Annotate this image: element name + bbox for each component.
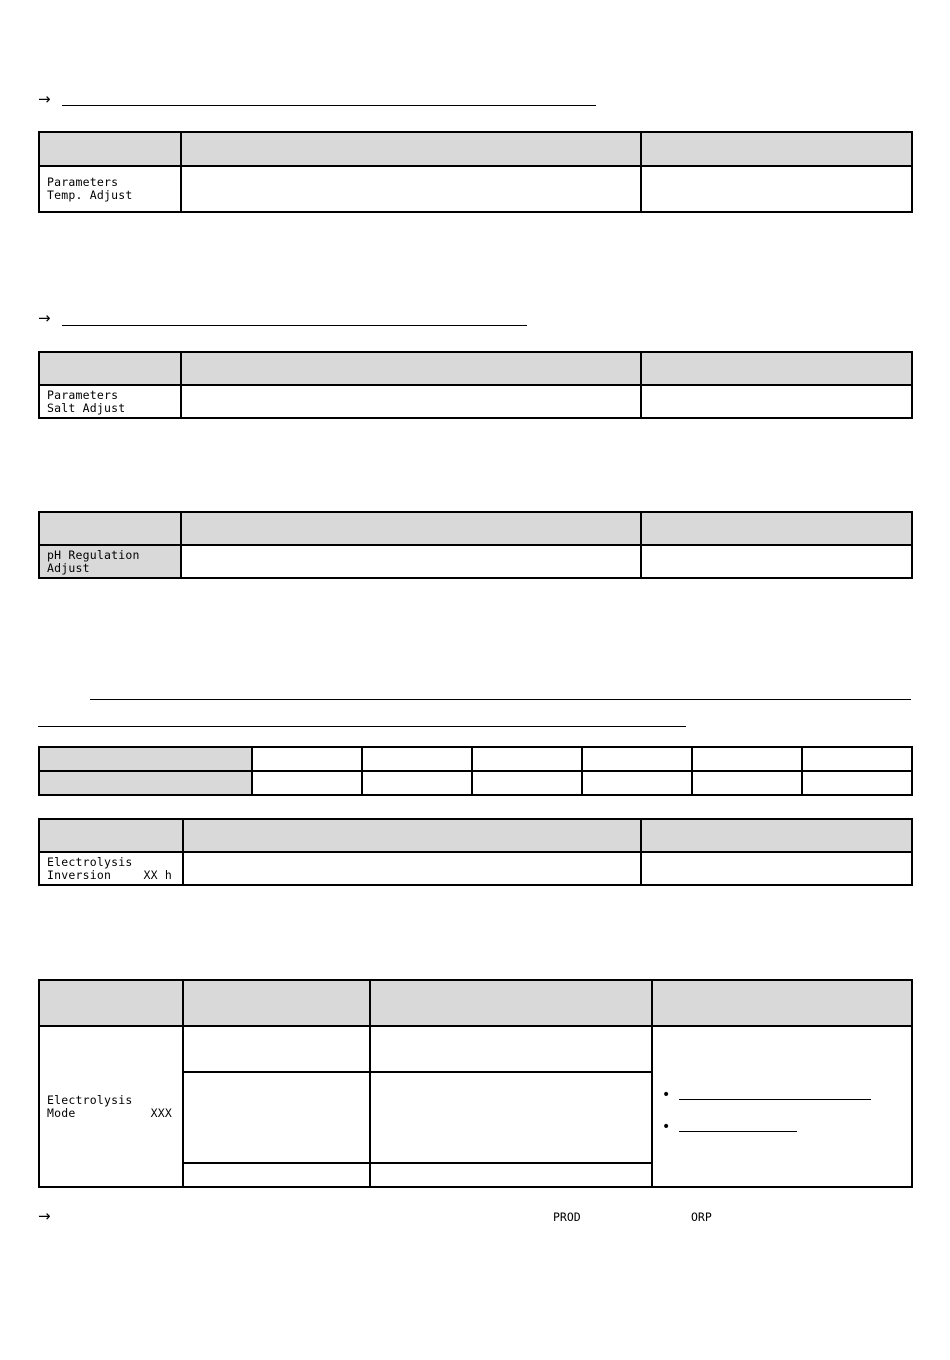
description-cell xyxy=(181,385,641,418)
header-cell xyxy=(641,352,912,385)
menu-table-inversion xyxy=(38,818,913,886)
notes-cell xyxy=(652,1026,912,1187)
lcd-line: Parameters xyxy=(47,387,119,402)
lcd-line: Parameters xyxy=(47,175,119,189)
menu-table-ph xyxy=(38,511,913,579)
mode-description-cell xyxy=(370,1026,652,1072)
lcd-display-cell xyxy=(39,545,181,578)
lcd-line: pH Regulation xyxy=(47,547,140,562)
bullet-icon: • xyxy=(662,1087,671,1103)
arrow-icon: → xyxy=(38,309,51,327)
lcd-line: Adjust xyxy=(47,560,90,575)
header-cell xyxy=(641,819,912,852)
header-cell xyxy=(39,819,183,852)
grid-cell xyxy=(582,747,692,771)
menu-table-mode xyxy=(38,979,913,1188)
header-cell xyxy=(183,980,370,1026)
lcd-line xyxy=(40,1107,182,1120)
grid-cell xyxy=(252,771,362,795)
grid-header-cell xyxy=(39,747,252,771)
arrow-icon: → xyxy=(38,90,51,108)
grid-cell xyxy=(362,771,472,795)
lcd-line: Salt Adjust xyxy=(47,400,126,415)
mode-description-cell xyxy=(370,1163,652,1187)
header-cell xyxy=(39,512,181,545)
value-cell xyxy=(641,166,912,212)
description-cell xyxy=(183,852,641,885)
lcd-display-cell xyxy=(39,852,183,885)
orp-label: ORP xyxy=(691,1210,712,1224)
bullet-underline xyxy=(679,1099,871,1100)
grid-cell xyxy=(692,771,802,795)
grid-cell xyxy=(582,771,692,795)
bullet-underline xyxy=(679,1131,797,1132)
header-cell xyxy=(181,352,641,385)
mode-option-cell xyxy=(183,1163,370,1187)
arrow-icon: → xyxy=(38,1207,51,1225)
header-cell xyxy=(39,352,181,385)
value-cell xyxy=(641,545,912,578)
lcd-display-cell xyxy=(39,385,181,418)
prod-label: PROD xyxy=(553,1210,581,1224)
mode-option-cell xyxy=(183,1072,370,1163)
grid-cell xyxy=(802,747,912,771)
header-cell xyxy=(183,819,641,852)
header-cell xyxy=(641,132,912,166)
description-cell xyxy=(181,545,641,578)
grid-cell xyxy=(692,747,802,771)
lcd-label: Inversion xyxy=(47,867,112,882)
lcd-value: XX h xyxy=(143,867,172,882)
lcd-line: Electrolysis xyxy=(47,854,133,869)
header-cell xyxy=(181,512,641,545)
menu-table-salt xyxy=(38,351,913,419)
header-cell xyxy=(181,132,641,166)
value-cell xyxy=(641,385,912,418)
grid-cell xyxy=(472,747,582,771)
menu-table-temp xyxy=(38,131,913,213)
text-underline xyxy=(90,699,911,700)
heading-underline xyxy=(62,105,596,106)
header-cell xyxy=(652,980,912,1026)
lcd-display-cell xyxy=(39,166,181,212)
lcd-display-cell xyxy=(39,1026,183,1187)
header-cell xyxy=(370,980,652,1026)
value-cell xyxy=(641,852,912,885)
header-cell xyxy=(641,512,912,545)
grid-header-cell xyxy=(39,771,252,795)
grid-cell xyxy=(362,747,472,771)
lcd-line xyxy=(40,869,182,882)
header-cell xyxy=(39,980,183,1026)
lcd-label: Mode xyxy=(47,1105,76,1120)
grid-cell xyxy=(472,771,582,795)
text-underline xyxy=(38,726,686,727)
header-cell xyxy=(39,132,181,166)
lcd-line: Temp. Adjust xyxy=(47,188,133,202)
mode-description-cell xyxy=(370,1072,652,1163)
lcd-line: Electrolysis xyxy=(47,1092,133,1107)
bullet-icon: • xyxy=(662,1119,671,1135)
grid-cell xyxy=(802,771,912,795)
heading-underline xyxy=(62,325,527,326)
mode-option-cell xyxy=(183,1026,370,1072)
inversion-grid xyxy=(38,746,913,796)
lcd-value: XXX xyxy=(150,1105,172,1120)
grid-cell xyxy=(252,747,362,771)
description-cell xyxy=(181,166,641,212)
